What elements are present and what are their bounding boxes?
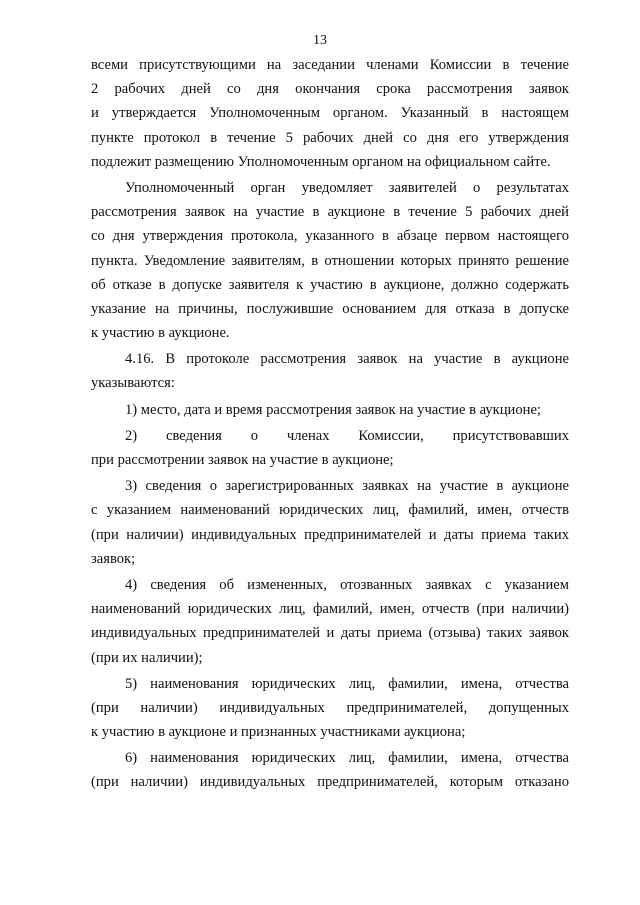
text-line: пункте протокол в течение 5 рабочих дней со дня его утверждения xyxy=(91,129,569,146)
text-line: (при наличии) индивидуальных предпринимателей и даты приема таких xyxy=(91,526,569,543)
text-line: заявок; xyxy=(91,550,136,567)
text-line: (при наличии) индивидуальных предпринимателей, допущенных xyxy=(91,699,569,716)
text-line: всеми присутствующими на заседании членами Комиссии в течение xyxy=(91,57,569,73)
text-line: 6) наименования юридических лиц, фамилии, имена, отчества xyxy=(125,750,569,767)
paragraph-p8 xyxy=(91,672,569,745)
paragraph-p3 xyxy=(91,347,569,395)
text-line: указание на причины, послужившие основанием для отказа в допуске xyxy=(91,300,569,317)
paragraph-p1 xyxy=(91,53,569,174)
text-line: 1) место, дата и время рассмотрения заявок на участие в аукционе; xyxy=(125,401,541,418)
paragraph-p5 xyxy=(91,424,569,472)
paragraph-p4 xyxy=(91,398,569,422)
text-line: 4.16. В протоколе рассмотрения заявок на участие в аукционе xyxy=(125,351,569,368)
text-line: (при наличии) индивидуальных предпринимателей, которым отказано xyxy=(91,774,569,791)
text-line: подлежит размещению Уполномоченным органом на официальном сайте. xyxy=(91,153,551,170)
text-line: (при их наличии); xyxy=(91,649,203,666)
text-line: с указанием наименований юридических лиц, фамилий, имен, отчеств xyxy=(91,502,569,519)
text-line: 4) сведения об измененных, отозванных заявках с указанием xyxy=(125,576,569,593)
paragraph-p6 xyxy=(91,474,569,571)
text-line: со дня утверждения протокола, указанного в абзаце первом настоящего xyxy=(91,228,569,245)
text-line: указываются: xyxy=(91,375,175,392)
text-line: к участию в аукционе. xyxy=(91,325,230,342)
paragraph-p2 xyxy=(91,176,569,345)
text-line: при рассмотрении заявок на участие в аукционе; xyxy=(91,452,394,468)
text-line: 2 рабочих дней со дня окончания срока рассмотрения заявок xyxy=(91,81,569,98)
text-line: к участию в аукционе и признанных участниками аукциона; xyxy=(91,724,466,741)
document-body xyxy=(91,53,569,795)
text-line: наименований юридических лиц, фамилий, имен, отчеств (при наличии) xyxy=(91,601,569,618)
text-line: и утверждается Уполномоченным органом. Указанный в настоящем xyxy=(91,105,569,122)
text-line: индивидуальных предпринимателей и даты приема (отзыва) таких заявок xyxy=(91,625,569,642)
paragraph-p7 xyxy=(91,573,569,670)
text-line: рассмотрения заявок на участие в аукционе в течение 5 рабочих дней xyxy=(91,204,569,221)
text-line: об отказе в допуске заявителя к участию в аукционе, должно содержать xyxy=(91,276,569,293)
page-number: 13 xyxy=(313,33,327,48)
text-line: 3) сведения о зарегистрированных заявках на участие в аукционе xyxy=(125,478,569,495)
text-line: пункта. Уведомление заявителям, в отношении которых принято решение xyxy=(91,252,569,269)
text-line: 5) наименования юридических лиц, фамилии, имена, отчества xyxy=(125,675,569,692)
text-line: Уполномоченный орган уведомляет заявителей о результатах xyxy=(125,179,569,196)
paragraph-p9 xyxy=(91,746,569,794)
text-line: 2) сведения о членах Комиссии, присутствовавших xyxy=(125,427,569,444)
